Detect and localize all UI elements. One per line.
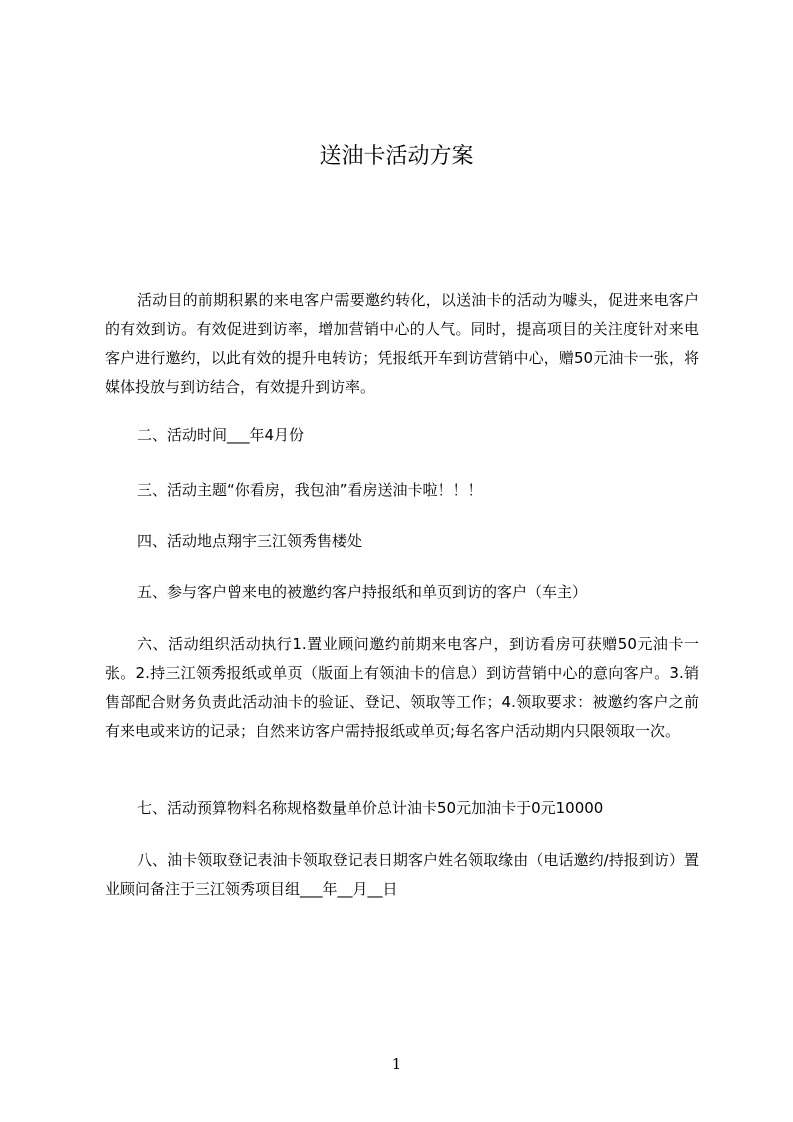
paragraph-participants: 五、参与客户曾来电的被邀约客户持报纸和单页到访的客户（车主）: [137, 583, 588, 601]
paragraph-theme: 三、活动主题“你看房，我包油”看房送油卡啦！！！: [137, 481, 483, 499]
paragraph-location: 四、活动地点翔宇三江领秀售楼处: [137, 532, 363, 550]
paragraph-registration: 八、油卡领取登记表油卡领取登记表日期客户姓名领取缘由（电话邀约/持报到访）置业顾问备注于三江领秀项目组___年__月__日: [105, 851, 699, 898]
page-number: 1: [391, 1055, 402, 1073]
paragraph-execution: 六、活动组织活动执行1.置业顾问邀约前期来电客户，到访看房可获赠50元油卡一张。2.持三江领秀报纸或单页（版面上有领油卡的信息）到访营销中心的意向客户。3.销售部配合财务负责此活动油卡的验证、登记、领取等工作；4.领取要求：被邀约客户之前有来电或来访的记录；自然来访客户需持报纸或单页;每名客户活动期内只限领取一次。: [105, 635, 699, 740]
paragraph-purpose: 活动目的前期积累的来电客户需要邀约转化，以送油卡的活动为噱头，促进来电客户的有效到访。有效促进到访率，增加营销中心的人气。同时，提高项目的关注度针对来电客户进行邀约，以此有效的提升电转访；凭报纸开车到访营销中心，赠50元油卡一张，将媒体投放与到访结合，有效提升到访率。: [105, 291, 699, 396]
page-title: 送油卡活动方案: [319, 144, 474, 169]
paragraph-time: 二、活动时间___年4月份: [137, 426, 305, 444]
paragraph-budget: 七、活动预算物料名称规格数量单价总计油卡50元加油卡于0元10000: [137, 799, 604, 817]
